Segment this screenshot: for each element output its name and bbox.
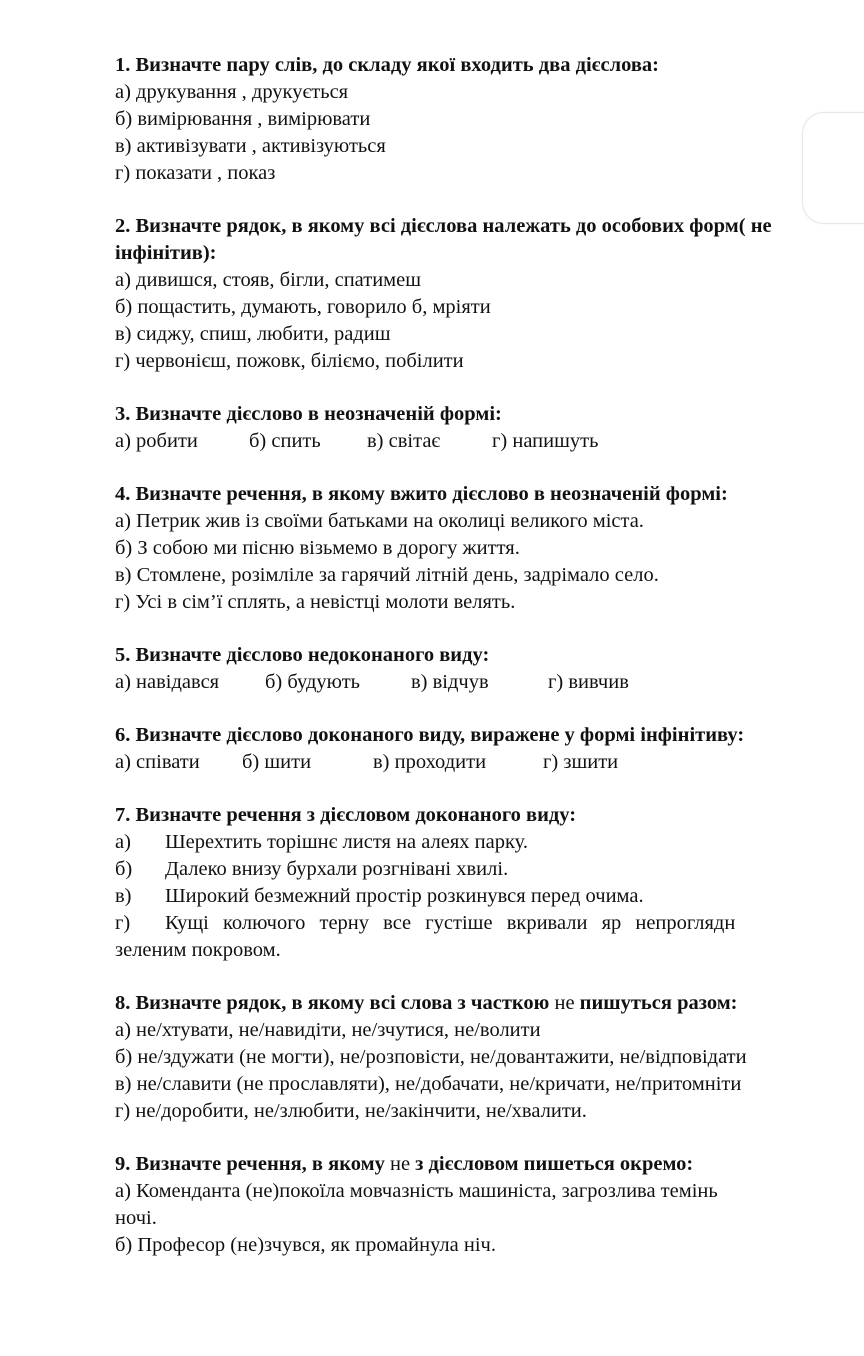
question-7-text-b: Далеко внизу бурхали розгнівані хвилі. xyxy=(165,858,509,880)
question-8-title-part-1: 8. Визначте рядок, в якому всі слова з часткою xyxy=(115,992,550,1014)
question-3-option-d: г) напишуть xyxy=(492,430,599,452)
question-7-text-d: Кущі колючого терну все густіше вкривали яр непроглядн xyxy=(165,912,736,934)
question-7-option-d-continuation: зеленим покровом. xyxy=(115,939,281,961)
question-2-option-b: б) пощастить, думають, говорило б, мріяти xyxy=(115,296,491,318)
question-8-title-particle: не xyxy=(554,992,575,1014)
question-9-title-part-1: 9. Визначте речення, в якому xyxy=(115,1153,385,1175)
question-8-option-b: б) не/здужати (не могти), не/розповісти, не/довантажити, не/відповідати xyxy=(115,1046,747,1068)
question-1-option-c: в) активізувати , активізуються xyxy=(115,135,386,157)
question-8 xyxy=(115,990,864,1125)
question-1-option-b: б) вимірювання , вимірювати xyxy=(115,108,371,130)
question-5-options xyxy=(115,669,864,696)
question-6-option-d: г) зшити xyxy=(543,751,619,773)
question-1-option-a: а) друкування , друкується xyxy=(115,81,349,103)
question-6-title: 6. Визначте дієслово доконаного виду, виражене у формі інфінітиву: xyxy=(115,724,745,746)
question-6-option-b: б) шити xyxy=(242,751,312,773)
question-4-option-c: в) Стомлене, розімліле за гарячий літній день, задрімало село. xyxy=(115,564,659,586)
question-7-option-a xyxy=(115,829,864,856)
question-6 xyxy=(115,722,864,776)
question-4-option-d: г) Усі в сім’ї сплять, а невістці молоти велять. xyxy=(115,591,516,613)
question-7-option-b xyxy=(115,856,864,883)
question-7-option-d xyxy=(115,910,864,937)
question-3-option-b: б) спить xyxy=(249,430,321,452)
question-4-title: 4. Визначте речення, в якому вжито дієслово в неозначеній формі: xyxy=(115,483,728,505)
question-9 xyxy=(115,1151,864,1259)
question-8-option-a: а) не/хтувати, не/навидіти, не/зчутися, не/волити xyxy=(115,1019,541,1041)
question-8-option-d: г) не/доробити, не/злюбити, не/закінчити, не/хвалити. xyxy=(115,1100,587,1122)
question-9-option-b: б) Професор (не)зчувся, як промайнула ніч. xyxy=(115,1234,496,1256)
question-2-title-line-2: інфінітив): xyxy=(115,242,217,264)
question-4-option-b: б) З собою ми пісню візьмемо в дорогу життя. xyxy=(115,537,520,559)
question-8-title xyxy=(115,990,864,1017)
question-9-title-part-2: з дієсловом пишеться окремо: xyxy=(415,1153,694,1175)
question-2-title-line-1: 2. Визначте рядок, в якому всі дієслова належать до особових форм( не xyxy=(115,215,772,237)
question-8-option-c: в) не/славити (не прославляти), не/добачати, не/кричати, не/притомніти xyxy=(115,1073,742,1095)
test-document xyxy=(115,52,864,1285)
question-4 xyxy=(115,481,864,616)
question-2-option-c: в) сиджу, спиш, любити, радиш xyxy=(115,323,391,345)
question-7-label-d: г) xyxy=(115,912,131,934)
question-8-title-part-2: пишуться разом: xyxy=(579,992,738,1014)
question-9-option-a: а) Коменданта (не)покоїла мовчазність машиніста, загрозлива темінь xyxy=(115,1180,718,1202)
question-3-title: 3. Визначте дієслово в неозначеній формі: xyxy=(115,403,502,425)
question-7-text-c: Широкий безмежний простір розкинувся перед очима. xyxy=(165,885,644,907)
question-7-label-a: а) xyxy=(115,831,131,853)
question-3-options xyxy=(115,428,864,455)
question-9-option-a-continuation: ночі. xyxy=(115,1207,157,1229)
question-2 xyxy=(115,213,864,375)
question-2-option-d: г) червонієш, пожовк, біліємо, побілити xyxy=(115,350,464,372)
question-6-options xyxy=(115,749,864,776)
question-7-option-c xyxy=(115,883,864,910)
question-1-option-d: г) показати , показ xyxy=(115,162,276,184)
question-7-text-a: Шерехтить торішнє листя на алеях парку. xyxy=(165,831,528,853)
question-5-option-a: а) навідався xyxy=(115,671,220,693)
question-4-option-a: а) Петрик жив із своїми батьками на околиці великого міста. xyxy=(115,510,644,532)
question-3 xyxy=(115,401,864,455)
question-7-label-c: в) xyxy=(115,885,132,907)
question-7 xyxy=(115,802,864,964)
question-3-option-c: в) світає xyxy=(367,430,441,452)
question-9-title xyxy=(115,1151,864,1178)
question-9-title-particle: не xyxy=(389,1153,411,1175)
question-5-option-d: г) вивчив xyxy=(548,671,629,693)
question-5 xyxy=(115,642,864,696)
question-2-option-a: а) дивишся, стояв, бігли, спатимеш xyxy=(115,269,422,291)
question-5-option-b: б) будують xyxy=(265,671,361,693)
question-7-label-b: б) xyxy=(115,858,133,880)
question-7-title: 7. Визначте речення з дієсловом доконаного виду: xyxy=(115,804,577,826)
question-1-title: 1. Визначте пару слів, до складу якої входить два дієслова: xyxy=(115,54,660,76)
question-1 xyxy=(115,52,864,187)
question-5-option-c: в) відчув xyxy=(411,671,489,693)
question-6-option-a: а) співати xyxy=(115,751,200,773)
question-5-title: 5. Визначте дієслово недоконаного виду: xyxy=(115,644,490,666)
question-3-option-a: а) робити xyxy=(115,430,198,452)
question-6-option-c: в) проходити xyxy=(373,751,487,773)
